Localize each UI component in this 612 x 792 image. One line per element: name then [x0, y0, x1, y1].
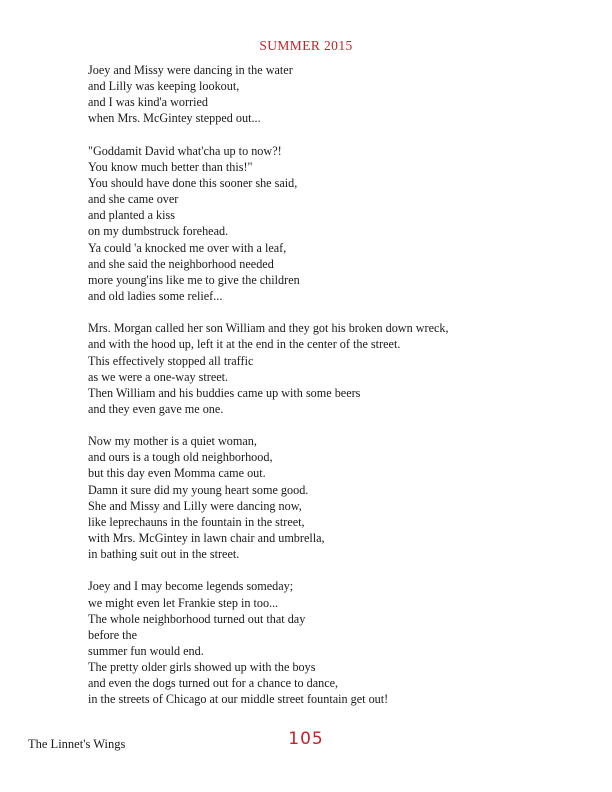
poem-body	[88, 62, 588, 708]
poem-line: before the	[88, 627, 138, 642]
poem-line: like leprechauns in the fountain in the street,	[88, 514, 305, 529]
poem-line: and she came over	[88, 192, 179, 207]
poem-line: and ours is a tough old neighborhood,	[88, 450, 273, 465]
poem-line: Damn it sure did my young heart some good.	[88, 482, 309, 497]
poem-line: You should have done this sooner she said,	[88, 175, 298, 190]
poem-line: in bathing suit out in the street.	[88, 547, 240, 562]
page-title: SUMMER 2015	[259, 38, 353, 53]
poem-line: more young'ins like me to give the children	[88, 272, 300, 287]
poem-line: She and Missy and Lilly were dancing now,	[88, 498, 302, 513]
poem-line: in the streets of Chicago at our middle street fountain get out!	[88, 692, 389, 707]
poem-line: Now my mother is a quiet woman,	[88, 434, 257, 449]
poem-line: Ya could 'a knocked me over with a leaf,	[88, 240, 287, 255]
poem-line: and Lilly was keeping lookout,	[88, 79, 240, 94]
poem-line: This effectively stopped all traffic	[88, 353, 254, 368]
poem-line: Joey and Missy were dancing in the water	[88, 63, 293, 77]
publication-name: The Linnet's Wings	[28, 737, 126, 751]
poem-line: when Mrs. McGintey stepped out...	[88, 111, 261, 126]
page-number: 105	[288, 729, 324, 749]
poem-line: and they even gave me one.	[88, 401, 224, 416]
stanza	[88, 578, 588, 707]
stanza	[88, 143, 588, 305]
poem-line: but this day even Momma came out.	[88, 466, 266, 481]
poem-line: and old ladies some relief...	[88, 289, 223, 304]
poem-line: Joey and I may become legends someday;	[88, 579, 294, 594]
stanza	[88, 433, 588, 562]
poem-line: and she said the neighborhood needed	[88, 256, 274, 271]
stanza	[88, 320, 588, 417]
poem-line: we might even let Frankie step in too...	[88, 595, 279, 610]
poem-line: and even the dogs turned out for a chance to dance,	[88, 676, 339, 691]
stanza	[88, 62, 588, 127]
poem-line: as we were a one-way street.	[88, 369, 229, 384]
poem-line: on my dumbstruck forehead.	[88, 224, 229, 239]
poem-line: You know much better than this!"	[88, 159, 253, 174]
poem-line: Then William and his buddies came up with some beers	[88, 385, 361, 400]
poem-line: The pretty older girls showed up with the boys	[88, 660, 316, 675]
poem-line: Mrs. Morgan called her son William and they got his broken down wreck,	[88, 321, 449, 336]
poem-line: "Goddamit David what'cha up to now?!	[88, 143, 282, 158]
poem-line: and I was kind'a worried	[88, 95, 208, 110]
poem-line: with Mrs. McGintey in lawn chair and umbrella,	[88, 531, 325, 546]
poem-line: The whole neighborhood turned out that day	[88, 611, 306, 626]
poem-line: and with the hood up, left it at the end in the center of the street.	[88, 337, 401, 352]
poem-line: and planted a kiss	[88, 208, 175, 223]
poem-line: summer fun would end.	[88, 644, 204, 658]
